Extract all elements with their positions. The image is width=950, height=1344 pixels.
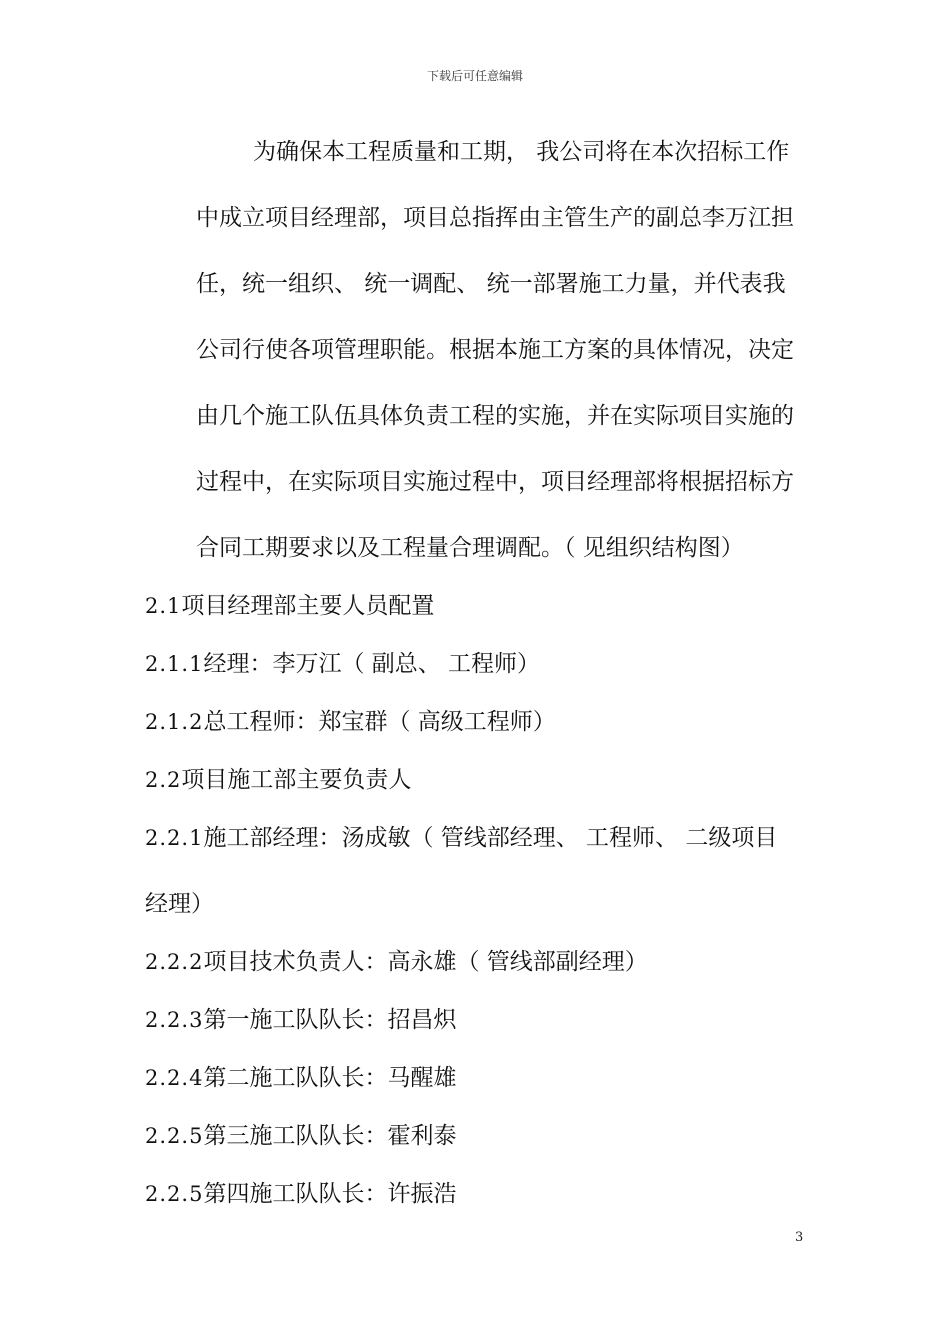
paragraph-line: 为确保本工程质量和工期， 我公司将在本次招标工作 (253, 139, 790, 165)
paragraph-line: 合同工期要求以及工程量合理调配。（ 见组织结构图） (196, 535, 744, 561)
paragraph-line: 过程中，在实际项目实施过程中，项目经理部将根据招标方 (196, 469, 794, 495)
item-text: 经理：李万江（ 副总、 工程师） (203, 651, 541, 677)
section-number: 2.2.5 (145, 1182, 204, 1206)
list-item-continuation (145, 892, 214, 917)
list-item (145, 1066, 456, 1091)
list-item (145, 652, 540, 677)
section-number: 2.2.5 (145, 1124, 204, 1148)
item-text: 项目技术负责人：高永雄（ 管线部副经理） (203, 949, 648, 975)
item-text: 施工部经理：汤成敏（ 管线部经理、 工程师、 二级项目 (203, 825, 778, 851)
page-header-note: 下载后可任意编辑 (426, 69, 523, 83)
section-number: 2.1 (145, 594, 182, 618)
item-text: 第二施工队队长：马醒雄 (203, 1065, 457, 1091)
section-number: 2.1.1 (145, 652, 204, 676)
section-number: 2.2.1 (145, 826, 204, 850)
list-item (145, 594, 434, 619)
list-item (145, 768, 411, 793)
page-number: 3 (795, 1230, 804, 1245)
item-text: 第四施工队队长：许振浩 (203, 1181, 457, 1207)
item-text: 项目施工部主要负责人 (181, 767, 412, 793)
section-number: 2.2.3 (145, 1008, 204, 1032)
item-text: 经理） (145, 891, 214, 917)
list-item (145, 710, 556, 735)
list-item (145, 950, 648, 975)
list-item (145, 1008, 456, 1033)
list-item (145, 1124, 456, 1149)
paragraph-line: 公司行使各项管理职能。根据本施工方案的具体情况，决定 (196, 337, 794, 363)
list-item (145, 826, 777, 851)
item-text: 第三施工队队长：霍利泰 (203, 1123, 457, 1149)
list-item (145, 1182, 456, 1207)
section-number: 2.1.2 (145, 710, 204, 734)
paragraph-line: 中成立项目经理部，项目总指挥由主管生产的副总李万江担 (196, 205, 794, 231)
paragraph-line: 任，统一组织、 统一调配、 统一部署施工力量，并代表我 (196, 271, 786, 297)
item-text: 第一施工队队长：招昌炽 (203, 1007, 457, 1033)
section-number: 2.2 (145, 768, 182, 792)
item-text: 总工程师：郑宝群（ 高级工程师） (203, 709, 556, 735)
section-number: 2.2.2 (145, 950, 204, 974)
paragraph-line: 由几个施工队伍具体负责工程的实施，并在实际项目实施的 (196, 403, 794, 429)
item-text: 项目经理部主要人员配置 (181, 593, 435, 619)
section-number: 2.2.4 (145, 1066, 204, 1090)
